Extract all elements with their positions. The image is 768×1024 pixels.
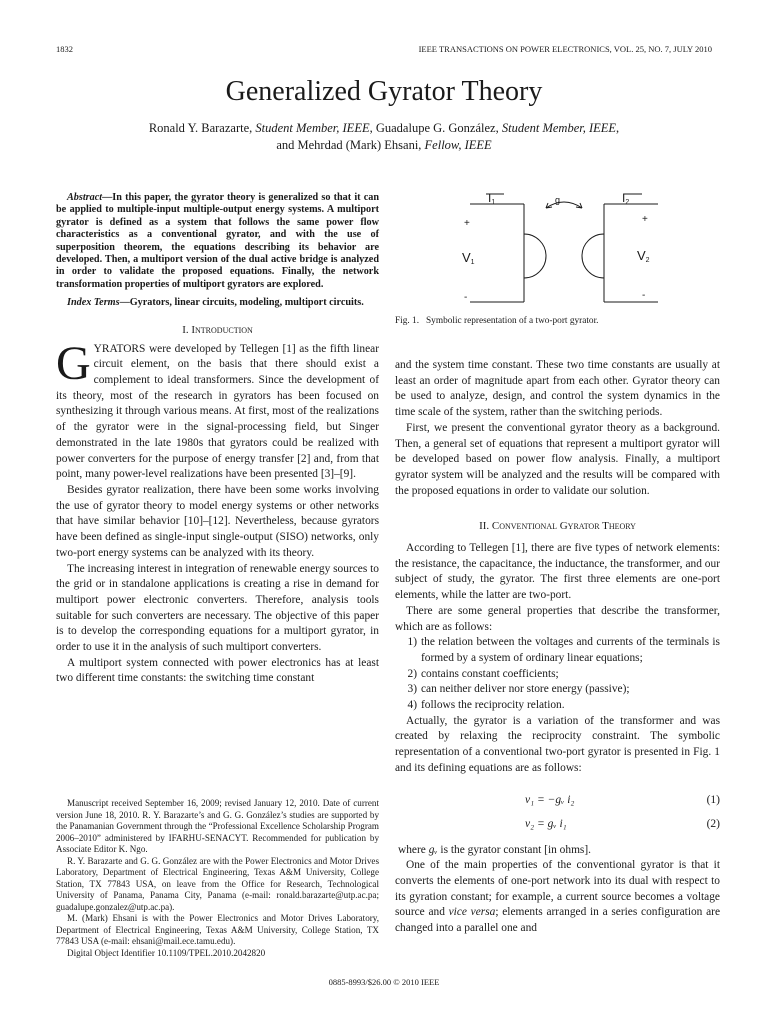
- list-item: 1) the relation between the voltages and currents of the terminals is formed by a system of ordinary linear equations;: [407, 636, 720, 664]
- property-list: [395, 635, 720, 714]
- caption-label: Fig. 1.: [395, 316, 420, 326]
- author-1: Ronald Y. Barazarte,: [148, 121, 256, 135]
- author-3: and Mehrdad (Mark) Ehsani,: [276, 138, 425, 152]
- minus-left: -: [464, 292, 468, 303]
- paragraph: First, we present the conventional gyrator theory as a background. Then, a general set of equations that represent a multiport gyrator will be developed based on power flow analysis. Finally, a multiport gyrator system will be analyzed and the results will be compared with the proposed equations in order to validate our solution.: [395, 421, 720, 497]
- abstract-label: Abstract: [67, 192, 103, 203]
- paragraph: GYRATORS were developed by Tellegen [1] as the fifth linear circuit element, on the basis that there should exist a complement to ideal transformers. Since the development of its theory, most of the research in gyrators has been focused on synthesizing it through various means. At first, most of the realizations of the gyrator were in the signal-processing field, but Singer demonstrated in the late 1980s that gyrators could be realized with power converters for the purpose of energy transfer [2] and, from that point, many power-level realizations have been presented [3]–[9].: [56, 336, 379, 481]
- section-1-heading: I. Introduction: [182, 323, 253, 336]
- equation-2-number: (2): [706, 817, 720, 830]
- figure-1: [452, 186, 682, 310]
- author-2: , Guadalupe G. González,: [369, 121, 502, 135]
- paragraph: One of the main properties of the conventional gyrator is that it converts the elements of one-port network into its dual with respect to its gyration constant; for example, a current source becomes a voltage source and vice versa; elements arranged in a series configuration are changed into a parallel one and: [395, 859, 721, 935]
- gyrator-arc-left: [524, 234, 546, 278]
- copyright-footer: 0885-8993/$26.00 © 2010 IEEE: [328, 977, 440, 987]
- label-i1: I1: [488, 191, 496, 206]
- paragraph: According to Tellegen [1], there are five types of network elements: the resistance, the capacitance, the inductance, the transformer, and our subject of study, the gyrator. The first three elements are one-port elements, while the latter are two-port.: [395, 542, 720, 602]
- minus-right: -: [642, 290, 646, 301]
- section-1-body: [56, 336, 379, 687]
- paragraph: The increasing interest in integration of renewable energy sources to the grid or in standalone applications is creating a rise in demand for multiport power electronic converters. Therefore, analysis tools suitable for such converters are necessary. The objective of this paper is to develop the corresponding equations for a multiport gyrator, in order to use it in the analysis of such multiport converters.: [56, 562, 379, 654]
- label-v2: V2: [637, 248, 650, 264]
- paragraph: A multiport system connected with power electronics has at least two different time constants: the switching time constant: [56, 656, 379, 685]
- author-list: Ronald Y. Barazarte, Student Member, IEEE, Guadalupe G. González, Student Member, IEEE, and Mehrdad (Mark) Ehsani, Fellow, IEEE: [148, 121, 620, 152]
- paragraph: where gᵥ is the gyrator constant [in ohms].: [398, 843, 592, 856]
- paragraph: Besides gyrator realization, there have been some works involving the use of gyrator theory to model energy systems or other networks that have similar behavior [10]–[12]. Nevertheless, because gyrators have been defined as single-input single-output (SISO) networks, only two-port energy systems can be analyzed with its theory.: [56, 483, 379, 559]
- doi: Digital Object Identifier 10.1109/TPEL.2010.2042820: [67, 947, 266, 958]
- paragraph: Actually, the gyrator is a variation of the transformer and was created by relaxing the reciprocity constraint. The symbolic representation of a conventional two-port gyrator is presented in Fig. 1 and its defining equations are as follows:: [395, 714, 720, 774]
- abstract: Abstract—In this paper, the gyrator theory is generalized so that it can be applied to multiple-input multiple-output energy systems. A multiport gyrator is defined as a system that follows the same power flow characteristics as a conventional gyrator, and with the use of superposition theorem, the equations describing its behavior are developed. Then, a multiport version of the dual active bridge is analyzed in order to validate the proposed equations. Finally, the network transformation properties of multiport gyrators are explored.: [56, 192, 379, 290]
- equation-1: v₁ = −gᵥ i₂: [525, 793, 575, 806]
- equation-2: v₂ = gᵥ i₁: [525, 817, 567, 830]
- gyrator-arc-right: [582, 234, 604, 278]
- list-item: 4) follows the reciprocity relation.: [407, 699, 565, 712]
- equations: [395, 787, 720, 843]
- author-3-role: Fellow, IEEE: [424, 138, 492, 152]
- paragraph: and the system time constant. These two time constants are usually at least an order of magnitude apart from each other. Gyrator theory can be used to analyze, design, and control the system dynamics in the time scale of the system, rather than the switching periods.: [395, 359, 720, 419]
- footnote: Manuscript received September 16, 2009; revised January 12, 2010. Date of current version June 18, 2010. R. Y. Barazarte’s and G. G. González’s studies are supported by the Panamanian Government through the “Professional Excellence Scholarship Program 2006–2010” administered by IFARHU-SENACYT. Recommended for publication by Associate Editor K. Ngo. R. Y. Barazarte and G. G. González are with the Power Electronics and Motor Drives Laboratory, Department of Electrical Engineering, Texas A&M University, College Station, TX 77843 USA, on leave from the Office for Research, Technological University of Panama, Panama City, Panama (e-mail: ronald.barazarte@utp.ac.pa; guadalupe.gonzalez@utp.ac.pa). M. (Mark) Ehsani is with the Power Electronics and Motor Drives Laboratory, Department of Electrical Engineering, Texas A&M University, College Station, TX 77843 USA (e-mail: ehsani@mail.ece.tamu.edu). Digital Object Identifier 10.1109/TPEL.2010.2042820: [56, 798, 379, 958]
- list-item: 3) can neither deliver nor store energy (passive);: [407, 683, 630, 696]
- equation-1-number: (1): [706, 793, 720, 806]
- paper-title: Generalized Gyrator Theory: [225, 76, 543, 107]
- section-2-heading: II. Conventional Gyrator Theory: [479, 520, 636, 533]
- index-terms: Index Terms—Gyrators, linear circuits, modeling, multiport circuits.: [67, 297, 364, 309]
- left-column: [56, 192, 379, 687]
- figure-1-caption: Fig. 1. Symbolic representation of a two-port gyrator.: [395, 316, 599, 326]
- plus-left: +: [464, 218, 470, 229]
- page-number: 1832: [56, 44, 73, 54]
- author-2-role: Student Member, IEEE: [501, 121, 617, 135]
- paragraph: There are some general properties that describe the transformer, which are as follows:: [395, 604, 720, 633]
- author-1-role: Student Member, IEEE: [255, 121, 370, 135]
- list-item: 2) contains constant coefficients;: [407, 667, 559, 680]
- journal-header: IEEE TRANSACTIONS ON POWER ELECTRONICS, VOL. 25, NO. 7, JULY 2010: [418, 44, 712, 54]
- label-v1: V1: [462, 250, 475, 266]
- label-g: g: [555, 195, 561, 205]
- label-i2: I2: [622, 191, 630, 206]
- plus-right: +: [642, 214, 648, 225]
- index-terms-label: Index Terms: [67, 297, 120, 309]
- right-column: [395, 358, 720, 937]
- dropcap: G: [56, 336, 91, 390]
